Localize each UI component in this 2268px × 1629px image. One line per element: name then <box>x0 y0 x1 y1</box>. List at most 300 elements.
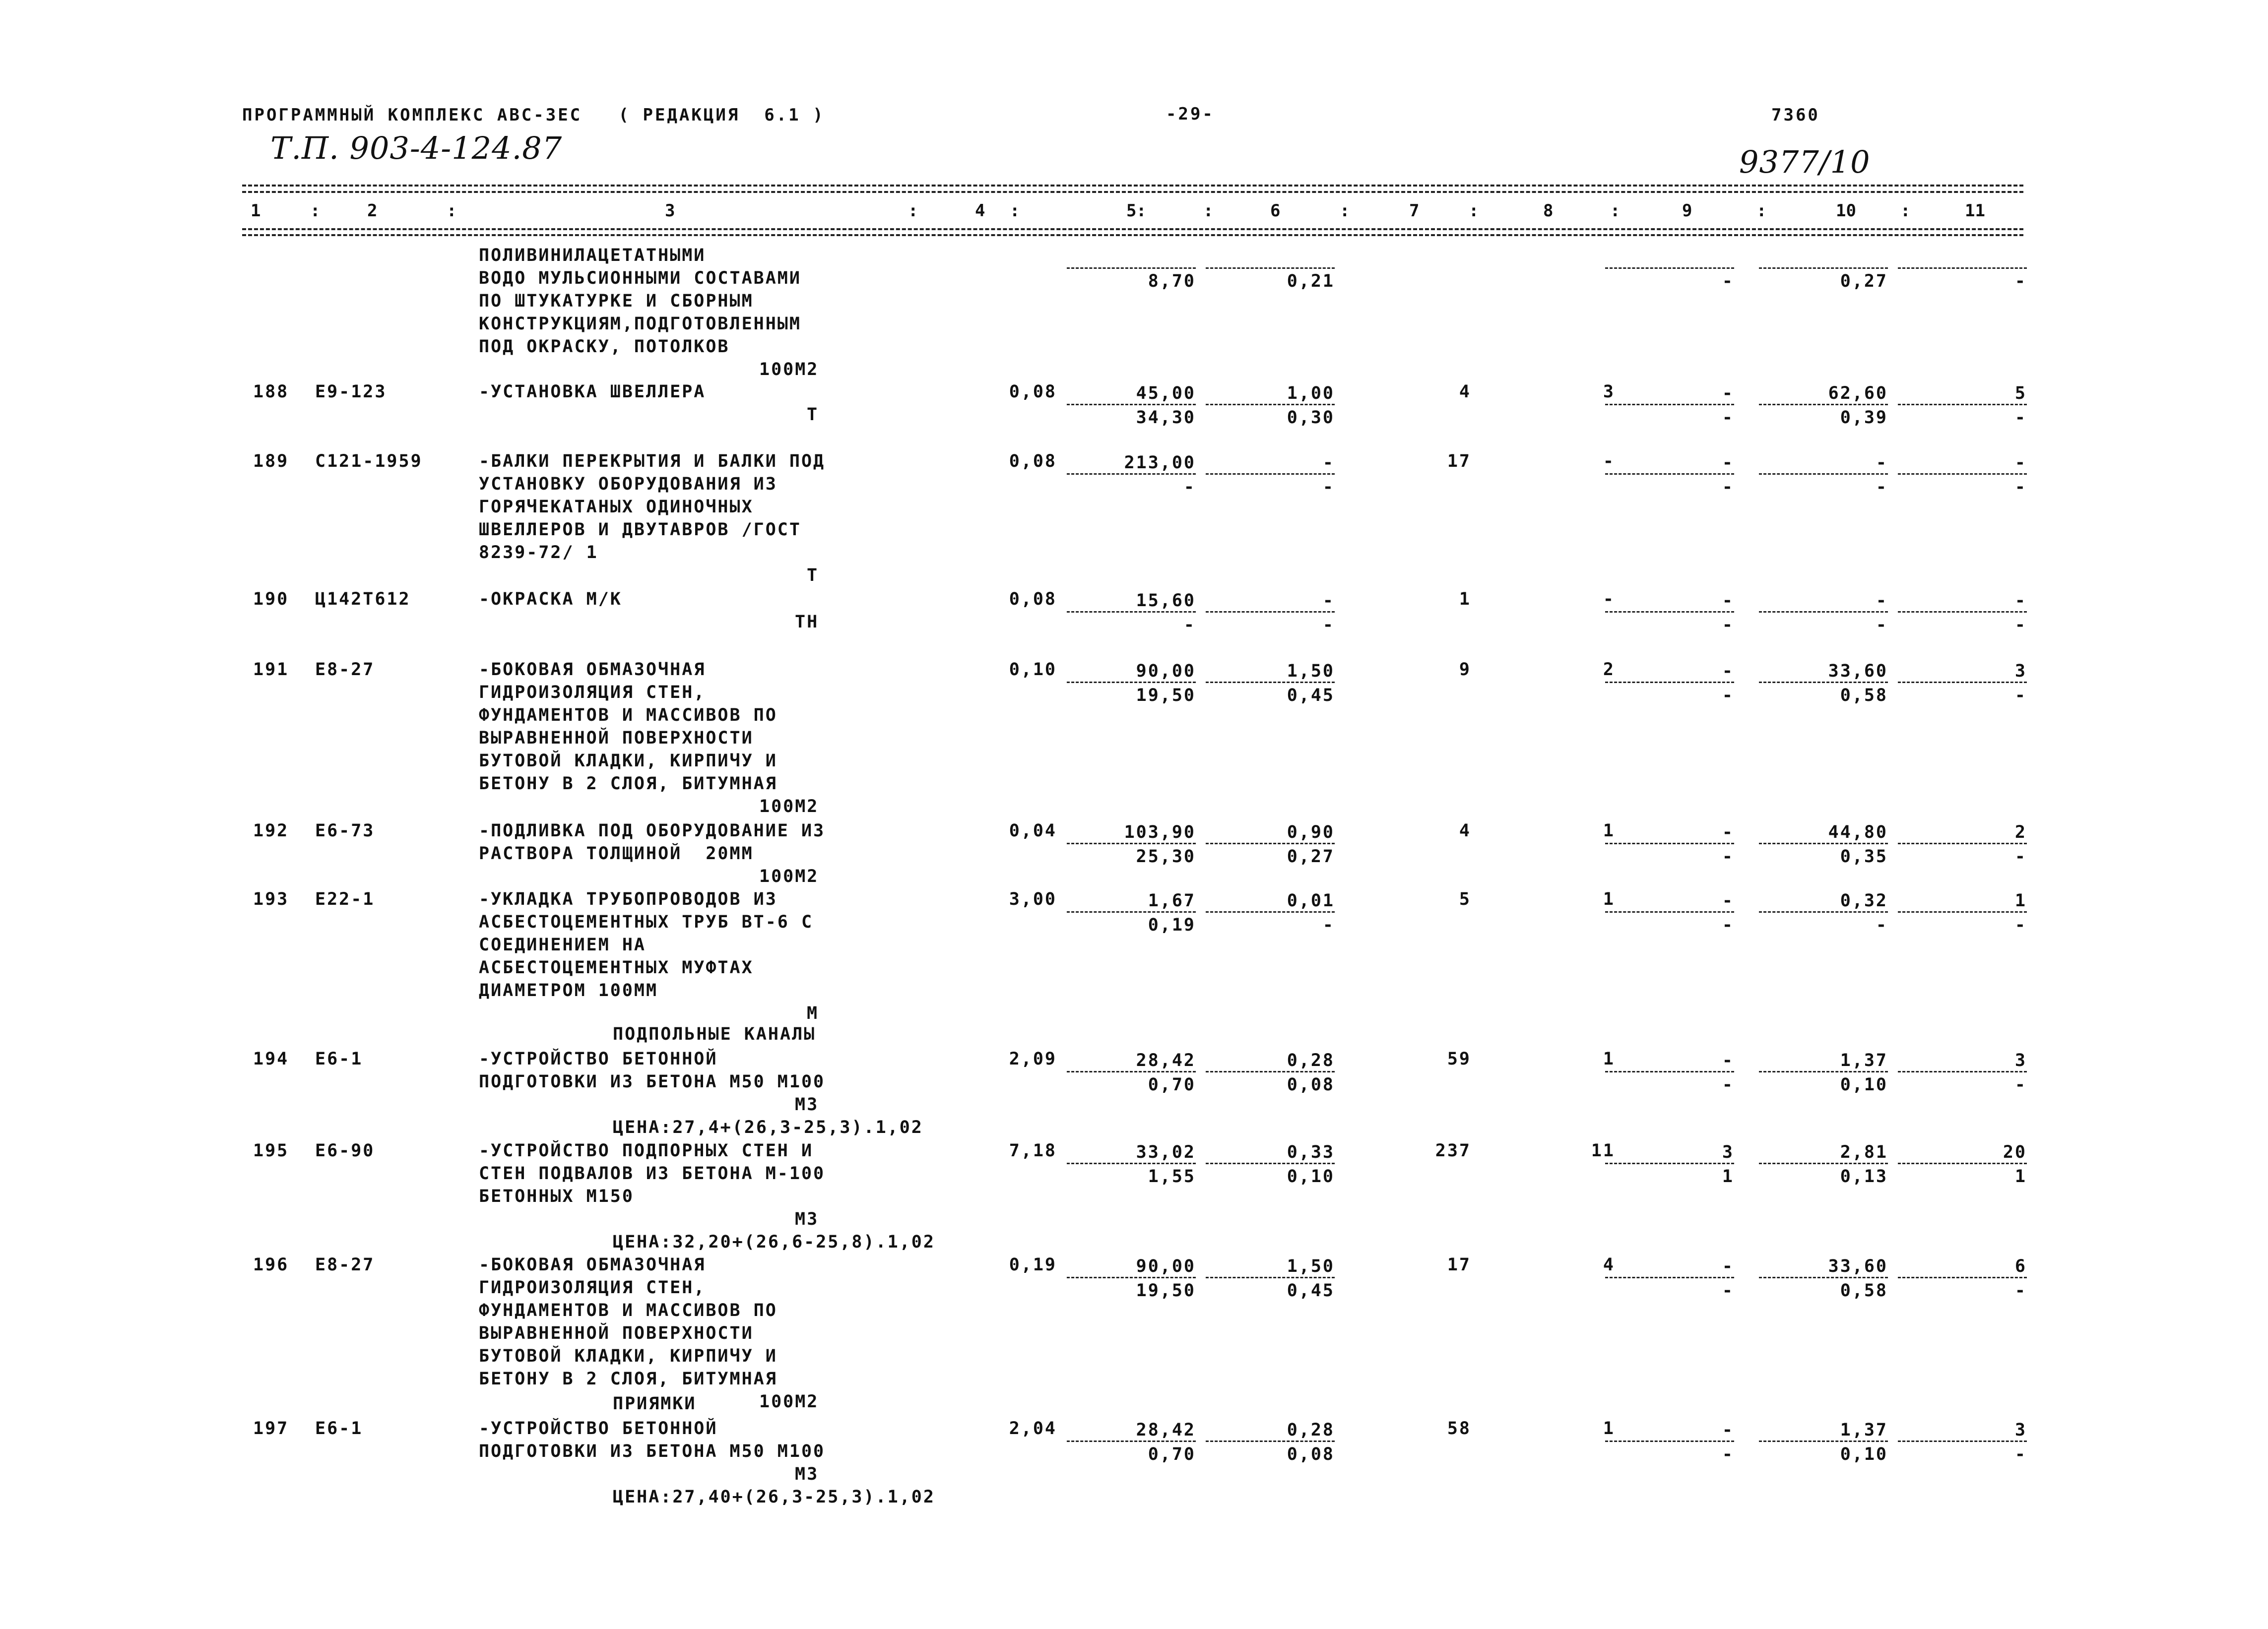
col9 <box>1605 1141 1734 1185</box>
col6 <box>1206 889 1335 934</box>
col11-bottom: - <box>2014 408 2027 428</box>
col11 <box>1898 660 2027 704</box>
col11-divider <box>1898 404 2027 405</box>
col6-divider <box>1206 473 1335 475</box>
row-quantity: 0,08 <box>1009 451 1057 471</box>
col10 <box>1759 1255 1888 1299</box>
row-description-line: ПОД ОКРАСКУ, ПОТОЛКОВ <box>479 337 730 357</box>
col11 <box>1898 451 2027 496</box>
col10 <box>1759 1419 1888 1463</box>
col9 <box>1605 451 1734 496</box>
col11-bottom: - <box>2014 915 2027 935</box>
row-description-line: СТЕН ПОДВАЛОВ ИЗ БЕТОНА М-100 <box>479 1164 826 1184</box>
col5-divider <box>1067 1277 1196 1278</box>
row-unit: Т <box>807 405 819 425</box>
col5-top: 103,90 <box>1124 822 1196 842</box>
section-title: ПОДПОЛЬНЫЕ КАНАЛЫ <box>613 1024 816 1044</box>
col5-bottom: 34,30 <box>1136 408 1196 428</box>
col6-divider <box>1206 1277 1335 1278</box>
col10-divider <box>1759 267 1888 269</box>
row-description-line: БЕТОНУ В 2 СЛОЯ, БИТУМНАЯ <box>479 1369 778 1389</box>
row-code: С121-1959 <box>315 451 423 471</box>
col7: 4 <box>1459 382 1471 402</box>
row-description-line: ГИДРОИЗОЛЯЦИЯ СТЕН, <box>479 1278 706 1298</box>
column-header-9: 9 <box>1682 201 1692 221</box>
col6-divider <box>1206 1071 1335 1072</box>
col5 <box>1067 451 1196 496</box>
col6 <box>1206 451 1335 496</box>
col7: 59 <box>1447 1049 1471 1069</box>
col10-top: 1,37 <box>1840 1051 1888 1070</box>
row-price-formula: ЦЕНА:32,20+(26,6-25,8).1,02 <box>613 1232 935 1252</box>
col11-divider <box>1898 611 2027 613</box>
col6 <box>1206 1049 1335 1093</box>
col5-bottom: 0,70 <box>1148 1444 1196 1464</box>
row-description-line: -ПОДЛИВКА ПОД ОБОРУДОВАНИЕ ИЗ <box>479 821 826 841</box>
col5 <box>1067 889 1196 934</box>
col6-divider <box>1206 267 1335 269</box>
row-description-line: -БОКОВАЯ ОБМАЗОЧНАЯ <box>479 660 706 680</box>
col6-divider <box>1206 682 1335 683</box>
col6-top: 1,00 <box>1287 383 1335 403</box>
program-title: ПРОГРАММНЫЙ КОМПЛЕКС АВС-ЗЕС ( РЕДАКЦИЯ 6.1 ) <box>242 105 825 125</box>
col7: 1 <box>1459 589 1471 609</box>
col11-bottom: - <box>2014 477 2027 497</box>
row-description-line: ПОДГОТОВКИ ИЗ БЕТОНА М50 М100 <box>479 1072 826 1092</box>
col9-divider <box>1605 1441 1734 1442</box>
col11-divider <box>1898 1163 2027 1164</box>
col9-divider <box>1605 611 1734 613</box>
col5-bottom: 0,70 <box>1148 1075 1196 1095</box>
row-description-line: ФУНДАМЕНТОВ И МАССИВОВ ПО <box>479 1301 778 1320</box>
col6-bottom: 0,27 <box>1287 847 1335 867</box>
col6 <box>1206 1255 1335 1299</box>
column-separator: : <box>1340 201 1350 221</box>
col6 <box>1206 589 1335 633</box>
col10 <box>1759 589 1888 633</box>
col10-bottom: 0,13 <box>1840 1167 1888 1187</box>
col11-divider <box>1898 267 2027 269</box>
row-code: Е6-1 <box>315 1419 363 1439</box>
col8: 1 <box>1603 889 1615 909</box>
col5-top: 15,60 <box>1136 591 1196 611</box>
col5-bottom: 8,70 <box>1148 271 1196 291</box>
col6-bottom: - <box>1322 915 1335 935</box>
column-header-7: 7 <box>1409 201 1420 221</box>
row-quantity: 0,04 <box>1009 821 1057 841</box>
col6-bottom: 0,08 <box>1287 1444 1335 1464</box>
row-description-line: -УСТРОЙСТВО БЕТОННОЙ <box>479 1049 718 1069</box>
header-bottom-rule-2 <box>242 234 2023 236</box>
col11-top: - <box>2014 453 2027 473</box>
col6-bottom: 0,45 <box>1287 686 1335 705</box>
row-description-line: -БОКОВАЯ ОБМАЗОЧНАЯ <box>479 1255 706 1275</box>
col5-top: 33,02 <box>1136 1142 1196 1162</box>
column-header-2: 2 <box>367 201 378 221</box>
col9-divider <box>1605 267 1734 269</box>
row-number: 189 <box>253 451 289 471</box>
row-description-line: БУТОВОЙ КЛАДКИ, КИРПИЧУ И <box>479 1346 778 1366</box>
col10 <box>1759 451 1888 496</box>
row-code: Ц142Т612 <box>315 589 411 609</box>
col11-divider <box>1898 1277 2027 1278</box>
col5-divider <box>1067 1163 1196 1164</box>
col6-top: 0,28 <box>1287 1051 1335 1070</box>
col10-top: 1,37 <box>1840 1420 1888 1440</box>
column-separator: : <box>1756 201 1767 221</box>
column-separator: : <box>1469 201 1479 221</box>
col11-divider <box>1898 682 2027 683</box>
col5 <box>1067 1255 1196 1299</box>
col9-divider <box>1605 911 1734 913</box>
col5-top: 90,00 <box>1136 1256 1196 1276</box>
col9-divider <box>1605 682 1734 683</box>
col5 <box>1067 382 1196 426</box>
col10-divider <box>1759 843 1888 844</box>
col10-bottom: - <box>1876 915 1888 935</box>
col11 <box>1898 382 2027 426</box>
col5-bottom: 0,19 <box>1148 915 1196 935</box>
col9 <box>1605 660 1734 704</box>
col11-top: 20 <box>2003 1142 2027 1162</box>
col11 <box>1898 1141 2027 1185</box>
column-separator: : <box>1136 201 1147 221</box>
col6-divider <box>1206 911 1335 913</box>
handwritten-project-number: Т.П. 903-4-124.87 <box>270 130 563 166</box>
row-description-line: ШВЕЛЛЕРОВ И ДВУТАВРОВ /ГОСТ <box>479 520 801 540</box>
row-quantity: 7,18 <box>1009 1141 1057 1161</box>
col6-divider <box>1206 404 1335 405</box>
col9-bottom: - <box>1722 1075 1734 1095</box>
col11-bottom: - <box>2014 271 2027 291</box>
col10 <box>1759 821 1888 865</box>
row-description-line: -УСТАНОВКА ШВЕЛЛЕРА <box>479 382 706 402</box>
col8: - <box>1603 451 1615 471</box>
col5-bottom: - <box>1183 477 1196 497</box>
row-description-line: БУТОВОЙ КЛАДКИ, КИРПИЧУ И <box>479 751 778 771</box>
col11-divider <box>1898 911 2027 913</box>
col9-top: - <box>1722 1256 1734 1276</box>
col5-top: 45,00 <box>1136 383 1196 403</box>
header-top-rule-2 <box>242 191 2023 193</box>
col5-divider <box>1067 682 1196 683</box>
col5-divider <box>1067 843 1196 844</box>
row-description-line: БЕТОННЫХ М150 <box>479 1187 634 1206</box>
col10-divider <box>1759 1441 1888 1442</box>
row-number: 192 <box>253 821 289 841</box>
col7: 58 <box>1447 1419 1471 1439</box>
col11-bottom: 1 <box>2014 1167 2027 1187</box>
document-code: 7360 <box>1771 105 1820 125</box>
row-quantity: 2,09 <box>1009 1049 1057 1069</box>
col10 <box>1759 889 1888 934</box>
col9-divider <box>1605 404 1734 405</box>
col11-bottom: - <box>2014 847 2027 867</box>
column-header-8: 8 <box>1543 201 1554 221</box>
column-header-11: 11 <box>1965 201 1985 221</box>
col9-divider <box>1605 1163 1734 1164</box>
col8: 11 <box>1591 1141 1615 1161</box>
col7: 17 <box>1447 1255 1471 1275</box>
col9 <box>1605 589 1734 633</box>
row-description-line: -УСТРОЙСТВО БЕТОННОЙ <box>479 1419 718 1439</box>
col5-top: 213,00 <box>1124 453 1196 473</box>
col11-top: 5 <box>2014 383 2027 403</box>
row-price-formula: ЦЕНА:27,4+(26,3-25,3).1,02 <box>613 1118 923 1137</box>
col9-top: - <box>1722 891 1734 911</box>
col11-top: 3 <box>2014 1051 2027 1070</box>
col11-bottom: - <box>2014 686 2027 705</box>
row-code: Е6-73 <box>315 821 375 841</box>
row-number: 188 <box>253 382 289 402</box>
col5-top: 28,42 <box>1136 1051 1196 1070</box>
col5 <box>1067 660 1196 704</box>
column-separator: : <box>1010 201 1020 221</box>
row-code: Е22-1 <box>315 889 375 909</box>
col10 <box>1759 1049 1888 1093</box>
col9-bottom: - <box>1722 1281 1734 1301</box>
row-description-line: КОНСТРУКЦИЯМ,ПОДГОТОВЛЕННЫМ <box>479 314 801 334</box>
col10-top: - <box>1876 453 1888 473</box>
col6-bottom: - <box>1322 615 1335 635</box>
col11-top: 6 <box>2014 1256 2027 1276</box>
col9-divider <box>1605 1277 1734 1278</box>
row-description-line: РАСТВОРА ТОЛЩИНОЙ 20ММ <box>479 844 754 864</box>
col5-bottom: 19,50 <box>1136 686 1196 705</box>
col9 <box>1605 821 1734 865</box>
col6-divider <box>1206 1163 1335 1164</box>
row-description-line: -УСТРОЙСТВО ПОДПОРНЫХ СТЕН И <box>479 1141 814 1161</box>
col5-bottom: 1,55 <box>1148 1167 1196 1187</box>
col11-bottom: - <box>2014 615 2027 635</box>
col9-bottom: - <box>1722 686 1734 705</box>
row-number: 196 <box>253 1255 289 1275</box>
col6 <box>1206 1141 1335 1185</box>
col9-bottom: - <box>1722 847 1734 867</box>
col9-top: - <box>1722 1051 1734 1070</box>
col6 <box>1206 660 1335 704</box>
col6-divider <box>1206 1441 1335 1442</box>
col5-divider <box>1067 473 1196 475</box>
col5 <box>1067 821 1196 865</box>
col11-top: - <box>2014 591 2027 611</box>
col6-top: 0,28 <box>1287 1420 1335 1440</box>
col5 <box>1067 246 1196 290</box>
row-price-formula: ЦЕНА:27,40+(26,3-25,3).1,02 <box>613 1487 935 1507</box>
row-description-line: АСБЕСТОЦЕМЕНТНЫХ МУФТАХ <box>479 958 754 978</box>
col6 <box>1206 246 1335 290</box>
row-unit: 100М2 <box>759 867 819 886</box>
col5-divider <box>1067 611 1196 613</box>
column-header-10: 10 <box>1836 201 1856 221</box>
col9-bottom: - <box>1722 271 1734 291</box>
col6-top: 1,50 <box>1287 1256 1335 1276</box>
col5-divider <box>1067 1441 1196 1442</box>
col6-divider <box>1206 611 1335 613</box>
row-description-line: БЕТОНУ В 2 СЛОЯ, БИТУМНАЯ <box>479 774 778 794</box>
row-unit: 100М2 <box>759 360 819 379</box>
row-number: 190 <box>253 589 289 609</box>
row-quantity: 0,08 <box>1009 382 1057 402</box>
col11-bottom: - <box>2014 1444 2027 1464</box>
col7: 5 <box>1459 889 1471 909</box>
row-unit: М3 <box>795 1209 819 1229</box>
col11-top: 2 <box>2014 822 2027 842</box>
header-bottom-rule <box>242 228 2023 230</box>
col6-top: - <box>1322 591 1335 611</box>
col8: 1 <box>1603 821 1615 841</box>
row-description-line: ГИДРОИЗОЛЯЦИЯ СТЕН, <box>479 683 706 702</box>
col10-bottom: - <box>1876 477 1888 497</box>
col9-top: - <box>1722 591 1734 611</box>
column-separator: : <box>1900 201 1911 221</box>
col11-divider <box>1898 1441 2027 1442</box>
col9 <box>1605 382 1734 426</box>
col9-bottom: - <box>1722 615 1734 635</box>
col5 <box>1067 1141 1196 1185</box>
col9-top: - <box>1722 453 1734 473</box>
col10-divider <box>1759 473 1888 475</box>
col8: 3 <box>1603 382 1615 402</box>
col11-top: 3 <box>2014 1420 2027 1440</box>
col10-top: 33,60 <box>1828 661 1888 681</box>
row-description-line: АСБЕСТОЦЕМЕНТНЫХ ТРУБ ВТ-6 С <box>479 912 814 932</box>
col10-bottom: 0,10 <box>1840 1075 1888 1095</box>
col11 <box>1898 1255 2027 1299</box>
col9-bottom: - <box>1722 1444 1734 1464</box>
row-description-line: ВОДО МУЛЬСИОННЫМИ СОСТАВАМИ <box>479 268 801 288</box>
col10-top: 2,81 <box>1840 1142 1888 1162</box>
col9 <box>1605 1049 1734 1093</box>
col10-bottom: 0,39 <box>1840 408 1888 428</box>
row-quantity: 0,10 <box>1009 660 1057 680</box>
column-header-3: 3 <box>665 201 675 221</box>
col6-bottom: 0,21 <box>1287 271 1335 291</box>
column-header-4: 4 <box>975 201 985 221</box>
row-description-line: ДИАМЕТРОМ 100ММ <box>479 981 658 1001</box>
row-description-line: ПО ШТУКАТУРКЕ И СБОРНЫМ <box>479 291 754 311</box>
col11-divider <box>1898 843 2027 844</box>
col10-bottom: 0,58 <box>1840 1281 1888 1301</box>
row-code: Е6-1 <box>315 1049 363 1069</box>
col6-top: 0,01 <box>1287 891 1335 911</box>
col9-bottom: 1 <box>1722 1167 1734 1187</box>
col6-top: 0,33 <box>1287 1142 1335 1162</box>
col9-top: - <box>1722 383 1734 403</box>
col10-divider <box>1759 611 1888 613</box>
row-code: Е6-90 <box>315 1141 375 1161</box>
col9 <box>1605 1419 1734 1463</box>
row-code: Е9-123 <box>315 382 387 402</box>
col10-bottom: 0,10 <box>1840 1444 1888 1464</box>
col5-divider <box>1067 911 1196 913</box>
row-quantity: 3,00 <box>1009 889 1057 909</box>
col10-divider <box>1759 1071 1888 1072</box>
row-description-line: ВЫРАВНЕННОЙ ПОВЕРХНОСТИ <box>479 1323 754 1343</box>
col5-top: 1,67 <box>1148 891 1196 911</box>
col6-bottom: - <box>1322 477 1335 497</box>
row-quantity: 0,08 <box>1009 589 1057 609</box>
row-description-line: ПОДГОТОВКИ ИЗ БЕТОНА М50 М100 <box>479 1441 826 1461</box>
row-number: 193 <box>253 889 289 909</box>
col10-bottom: - <box>1876 615 1888 635</box>
col6 <box>1206 382 1335 426</box>
col11-bottom: - <box>2014 1281 2027 1301</box>
col10 <box>1759 246 1888 290</box>
column-separator: : <box>1610 201 1620 221</box>
col10-divider <box>1759 1277 1888 1278</box>
row-unit: М3 <box>795 1095 819 1115</box>
col11-bottom: - <box>2014 1075 2027 1095</box>
col5-top: 28,42 <box>1136 1420 1196 1440</box>
col5 <box>1067 1049 1196 1093</box>
row-number: 191 <box>253 660 289 680</box>
col10-top: 62,60 <box>1828 383 1888 403</box>
row-description-line: УСТАНОВКУ ОБОРУДОВАНИЯ ИЗ <box>479 474 778 494</box>
row-code: Е8-27 <box>315 1255 375 1275</box>
col5 <box>1067 1419 1196 1463</box>
row-code: Е8-27 <box>315 660 375 680</box>
column-separator: : <box>310 201 321 221</box>
col10-divider <box>1759 682 1888 683</box>
column-header-1: 1 <box>251 201 261 221</box>
col10-top <box>1759 246 1888 265</box>
col11 <box>1898 821 2027 865</box>
col6-bottom: 0,10 <box>1287 1167 1335 1187</box>
col11-divider <box>1898 1071 2027 1072</box>
col9-divider <box>1605 1071 1734 1072</box>
col6-top: 0,90 <box>1287 822 1335 842</box>
col11 <box>1898 1049 2027 1093</box>
col9-top: 3 <box>1722 1142 1734 1162</box>
col11 <box>1898 1419 2027 1463</box>
col9-top: - <box>1722 1420 1734 1440</box>
col9 <box>1605 889 1734 934</box>
col11-top: 3 <box>2014 661 2027 681</box>
col5-divider <box>1067 267 1196 269</box>
col9-top <box>1605 246 1734 265</box>
handwritten-sheet-number: 9377/10 <box>1739 144 1871 180</box>
row-description-line: -ОКРАСКА М/К <box>479 589 622 609</box>
row-description-line: СОЕДИНЕНИЕМ НА <box>479 935 647 955</box>
column-separator: : <box>908 201 918 221</box>
col10-top: 0,32 <box>1840 891 1888 911</box>
col9-top: - <box>1722 822 1734 842</box>
row-quantity: 2,04 <box>1009 1419 1057 1439</box>
row-description-line: ПОЛИВИНИЛАЦЕТАТНЫМИ <box>479 246 706 265</box>
col10-bottom: 0,58 <box>1840 686 1888 705</box>
col7: 237 <box>1435 1141 1471 1161</box>
row-unit: М3 <box>795 1464 819 1484</box>
col10-top: 33,60 <box>1828 1256 1888 1276</box>
column-separator: : <box>447 201 457 221</box>
col9-divider <box>1605 843 1734 844</box>
col9-bottom: - <box>1722 915 1734 935</box>
col8: 1 <box>1603 1049 1615 1069</box>
col5-bottom: 19,50 <box>1136 1281 1196 1301</box>
col6-top: 1,50 <box>1287 661 1335 681</box>
col6 <box>1206 1419 1335 1463</box>
col6-top <box>1206 246 1335 265</box>
col10-divider <box>1759 1163 1888 1164</box>
col10 <box>1759 660 1888 704</box>
col8: - <box>1603 589 1615 609</box>
row-description-line: -БАЛКИ ПЕРЕКРЫТИЯ И БАЛКИ ПОД <box>479 451 826 471</box>
col5-top: 90,00 <box>1136 661 1196 681</box>
col11 <box>1898 246 2027 290</box>
col6-bottom: 0,45 <box>1287 1281 1335 1301</box>
col8: 2 <box>1603 660 1615 680</box>
